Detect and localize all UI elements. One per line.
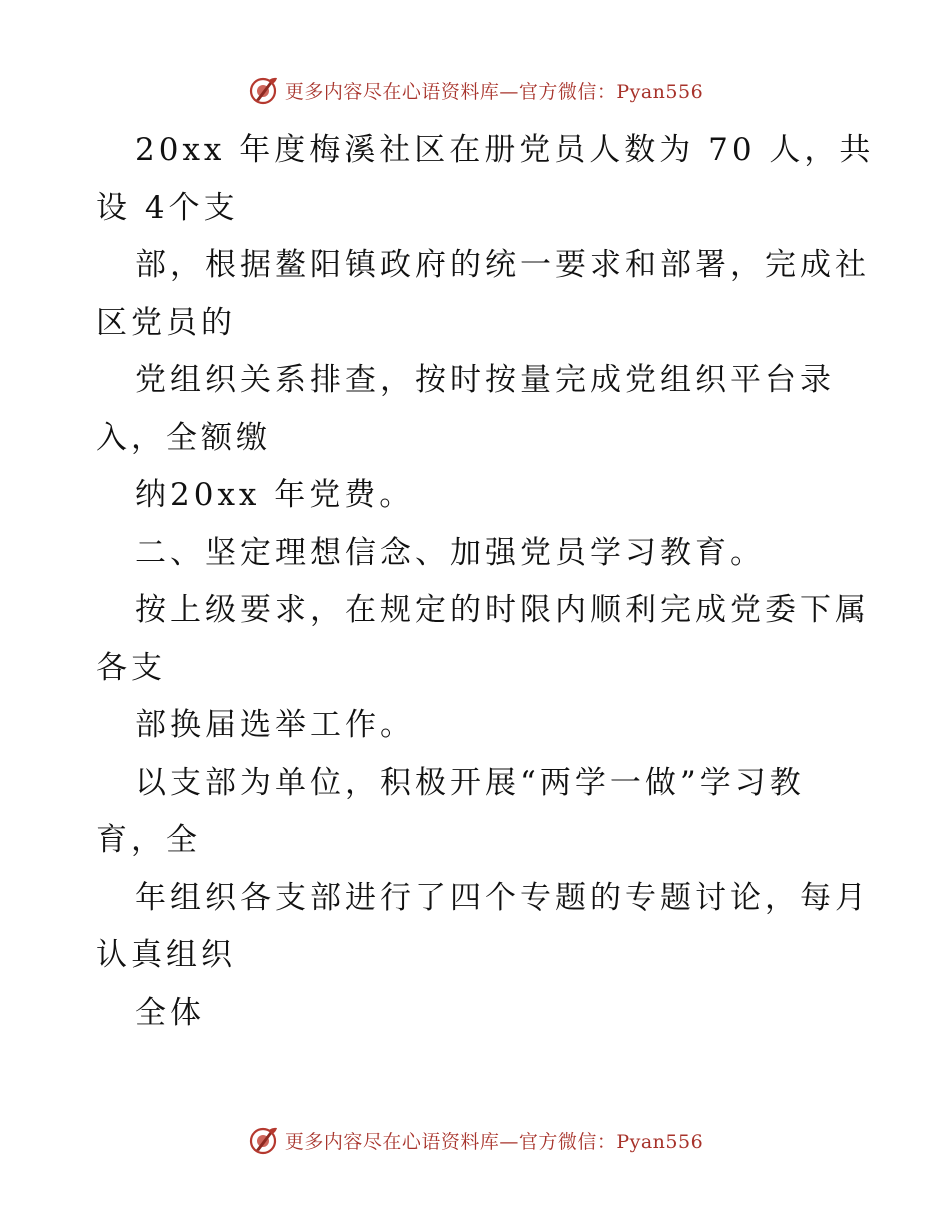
text-line: 纳20xx 年党费。 — [135, 477, 415, 513]
quill-pen-icon — [247, 1124, 279, 1156]
header-banner — [0, 70, 950, 110]
text-line: 党组织关系排查，按时按量完成党组织平台录 — [135, 362, 835, 398]
text-line: 各支 — [96, 649, 166, 686]
text-line: 部换届选举工作。 — [135, 707, 415, 743]
section-heading: 二、坚定理想信念、加强党员学习教育。 — [135, 534, 765, 571]
text-line: 区党员的 — [96, 304, 236, 341]
text-line: 按上级要求，在规定的时限内顺利完成党委下属 — [135, 592, 870, 628]
text-line: 入，全额缴 — [96, 419, 271, 456]
text-line: 年组织各支部进行了四个专题的专题讨论，每月 — [135, 879, 870, 916]
text-line: 20xx 年度梅溪社区在册党员人数为 70 人，共 — [135, 132, 875, 168]
text-line: 全体 — [135, 994, 205, 1031]
document-body — [0, 122, 950, 1042]
header-banner-text: 更多内容尽在心语资料库—官方微信：Pyan556 — [284, 80, 704, 103]
text-line: 以支部为单位，积极开展“两学一做”学习教 — [135, 764, 805, 801]
text-line: 育，全 — [96, 822, 201, 858]
footer-banner — [0, 1120, 950, 1160]
quill-pen-icon — [247, 74, 279, 106]
footer-banner-text: 更多内容尽在心语资料库—官方微信：Pyan556 — [284, 1130, 704, 1153]
text-line: 设 4个支 — [96, 189, 239, 226]
text-line: 部，根据鳌阳镇政府的统一要求和部署，完成社 — [135, 247, 870, 283]
text-line: 认真组织 — [96, 937, 236, 973]
